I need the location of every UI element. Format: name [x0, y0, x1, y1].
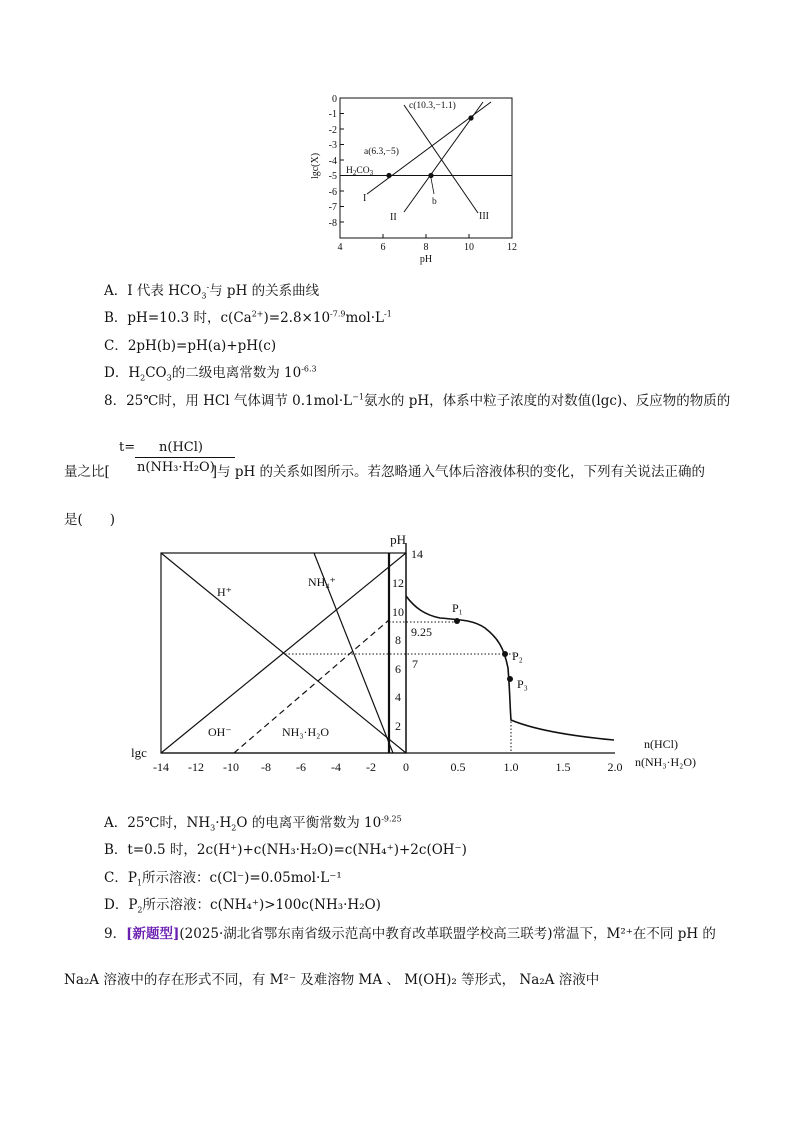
x-tick-label: 4: [337, 242, 343, 253]
ph-tick-12: 12: [392, 576, 404, 590]
lgc-tick: 0: [403, 760, 409, 774]
y-tick-label: -1: [328, 109, 337, 120]
t-denominator: n(NH₃·H₂O): [137, 460, 215, 475]
q8-option-b: B．t=0.5 时，2c(H⁺)+c(NH₃·H₂O)=c(NH₄⁺)+2c(OH⁻): [104, 842, 467, 858]
ph-tick-2: 2: [395, 719, 401, 733]
q8-stem-line2: 量之比[ ]与 pH 的关系如图所示。若忽略通入气体后溶液体积的变化，下列有关说法正确的: [64, 464, 706, 480]
lgc-tick: -10: [223, 760, 239, 774]
lgc-tick: -4: [331, 760, 341, 774]
ph-axis-label: pH: [390, 532, 406, 547]
label-p2: P₂: [512, 649, 523, 663]
t-tick: 2.0: [607, 760, 623, 774]
figure-lgc-ph: [300, 88, 530, 273]
point-p3: [507, 676, 513, 682]
y-tick-label: -6: [328, 187, 337, 198]
b-pointer: [431, 178, 434, 194]
q7-option-b: B．pH=10.3 时，$c(Ca^{2+})=2.8\times 10^{-7.9}mol\cdot L^{-1}$: [104, 309, 392, 326]
q9-line1: 9．[新题型](2025·湖北省鄂东南省级示范高中教育改革联盟学校高三联考)常温下，M²⁺在不同 pH 的: [104, 926, 716, 942]
x-tick-label: 8: [423, 242, 429, 253]
lgc-tick: -12: [188, 760, 204, 774]
y-tick-label: -5: [328, 171, 337, 182]
figure-ph-lgc: [130, 528, 720, 778]
x-tick-marks: [383, 234, 469, 238]
label-h-plus: H⁺: [217, 585, 232, 599]
ph-tick-14: 14: [411, 547, 423, 561]
right-axis-label-top: n(HCl): [644, 737, 678, 751]
q7-option-c: C．2pH(b)=pH(a)+pH(c): [104, 338, 277, 354]
y-tick-label: -2: [328, 125, 337, 136]
q8-option-c: C．$P_1$所示溶液：c(Cl⁻)=0.05mol·L⁻¹: [104, 870, 342, 888]
q8-stem-line3: 是( ): [64, 512, 116, 528]
y-tick-label: -7: [328, 202, 337, 213]
label-7: 7: [412, 657, 418, 671]
t-numerator: n(HCl): [159, 440, 203, 455]
lgc-tick: -6: [296, 760, 306, 774]
point-a-label: a(6.3,−5): [364, 147, 399, 157]
y-tick-label: 0: [332, 94, 337, 105]
curve-III-label: III: [479, 211, 489, 222]
q7-option-d: D．$H_2CO_3$的二级电离常数为 $10^{-6.3}$: [104, 364, 317, 383]
label-p1: P₁: [452, 601, 463, 615]
curve-I-label: I: [363, 193, 367, 204]
q8-option-a: A．25℃时，$NH_3\cdot H_2O$ 的电离平衡常数为 $10^{-9.25}$: [104, 814, 402, 833]
point-c-label: c(10.3,−1.1): [409, 101, 456, 111]
label-p3: P₃: [517, 677, 528, 691]
point-p2: [502, 651, 508, 657]
lgc-axis-label: lgc: [131, 745, 147, 760]
ph-tick-8: 8: [395, 633, 401, 647]
label-oh-minus: OH⁻: [208, 725, 232, 739]
t-tick: 0.5: [450, 760, 466, 774]
right-axis-label-bottom: n(NH₃·H₂O): [635, 755, 697, 769]
label-9-25: 9.25: [411, 625, 432, 639]
label-nh3-h2o: NH₃·H₂O: [282, 725, 330, 739]
x-tick-label: 10: [464, 242, 474, 253]
titration-curve: [406, 596, 614, 740]
label-nh4: NH₄⁺: [308, 575, 336, 589]
ph-tick-4: 4: [395, 690, 401, 704]
t-eq-label: t=: [119, 440, 136, 455]
x-axis-label: pH: [419, 254, 433, 265]
y-tick-marks: [340, 98, 344, 222]
ph-tick-6: 6: [395, 662, 401, 676]
ph-tick-10: 10: [392, 605, 404, 619]
point-a: [386, 173, 391, 178]
fraction-bar: [135, 457, 235, 458]
y-tick-label: -8: [328, 218, 337, 229]
q7-option-a: A．I 代表 $HCO_3^-$与 pH 的关系曲线: [104, 282, 320, 301]
x-tick-label: 12: [507, 242, 517, 253]
curve-II-label: II: [390, 212, 397, 223]
y-tick-label: -4: [328, 156, 337, 167]
t-tick: 1.5: [555, 760, 571, 774]
y-axis-label: lgc(X): [310, 152, 321, 180]
point-p1: [454, 618, 460, 624]
lgc-tick: -14: [153, 760, 169, 774]
q8-stem-line1: 8．25℃时，用 HCl 气体调节 $0.1mol\cdot L^{-1}$氨水的 pH，体系中粒子浓度的对数值(lgc)、反应物的物质的: [104, 392, 731, 409]
lgc-tick: -2: [366, 760, 376, 774]
x-tick-label: 6: [380, 242, 386, 253]
y-tick-label: -3: [328, 140, 337, 151]
t-tick: 1.0: [503, 760, 519, 774]
point-c: [468, 115, 473, 120]
q9-line2: Na₂A 溶液中的存在形式不同，有 M²⁻ 及难溶物 MA 、 M(OH)₂ 等形式， Na₂A 溶液中: [64, 972, 600, 988]
q8-option-d: D．$P_2$所示溶液：c(NH₄⁺)>100c(NH₃·H₂O): [104, 897, 381, 915]
lgc-tick: -8: [261, 760, 271, 774]
point-b: [428, 173, 433, 178]
new-question-tag: [新题型]: [126, 926, 180, 942]
point-b-label: b: [432, 197, 437, 207]
h2co3-label: $H_2CO_3$: [346, 166, 374, 177]
